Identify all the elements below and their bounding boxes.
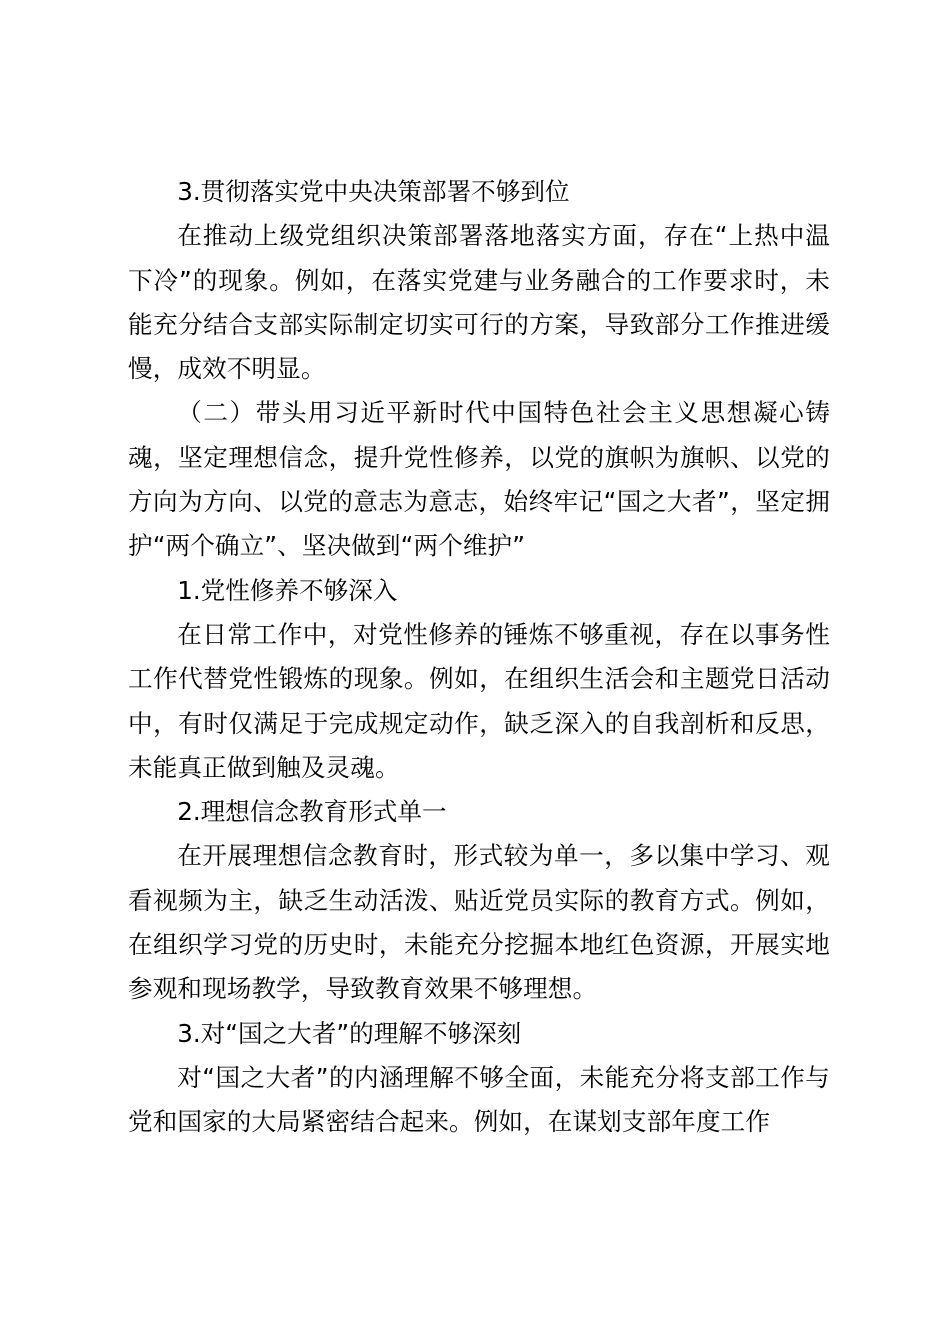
paragraph-section-two-title: （二）带头用习近平新时代中国特色社会主义思想凝心铸魂，坚定理想信念，提升党性修养，以党的旗帜为旗帜、以党的方向为方向、以党的意志为意志，始终牢记“国之大者”，坚定拥护“两个确立”、坚决做到“两个维护” [128,398,830,561]
paragraph-party-spirit-detail: 在日常工作中，对党性修养的锤炼不够重视，存在以事务性工作代替党性锻炼的现象。例如，在组织生活会和主题党日活动中，有时仅满足于完成规定动作，缺乏深入的自我剖析和反思，未能真正做到触及灵魂。 [128,619,830,782]
section-heading-3-national-priorities: 3.对“国之大者”的理解不够深刻 [177,1018,522,1048]
paragraph-national-priorities-detail: 对“国之大者”的内涵理解不够全面，未能充分将支部工作与党和国家的大局紧密结合起来。例如，在谋划支部年度工作 [128,1062,830,1137]
section-heading-2-ideal-education: 2.理想信念教育形式单一 [177,797,447,827]
section-heading-3-implementation: 3.贯彻落实党中央决策部署不够到位 [177,177,570,206]
paragraph-ideal-education-detail: 在开展理想信念教育时，形式较为单一，多以集中学习、观看视频为主，缺乏生动活泼、贴近党员实际的教育方式。例如，在组织学习党的历史时，未能充分挖掘本地红色资源，开展实地参观和现场教学，导致教育效果不够理想。 [128,841,830,1004]
section-heading-1-party-spirit: 1.党性修养不够深入 [177,575,398,605]
paragraph-implementation-detail: 在推动上级党组织决策部署落地落实方面，存在“上热中温下冷”的现象。例如，在落实党建与业务融合的工作要求时，未能充分结合支部实际制定切实可行的方案，导致部分工作推进缓慢，成效不明显。 [128,221,830,384]
